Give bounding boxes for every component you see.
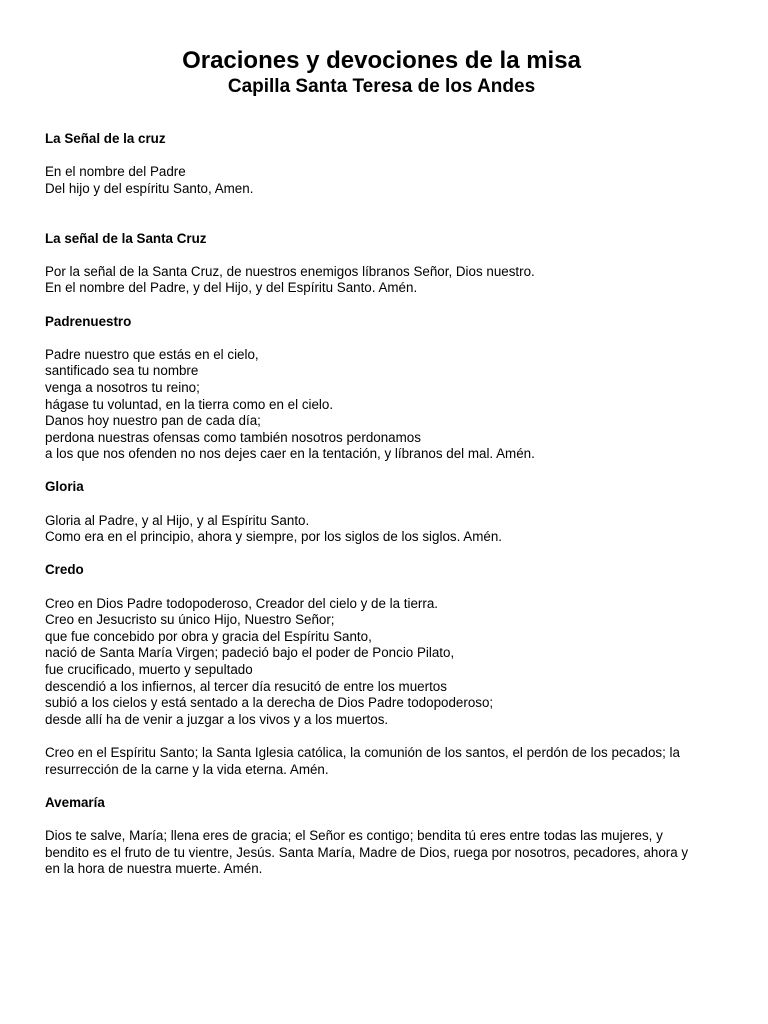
prayer-line: resurrección de la carne y la vida eterna. Amén. [45,761,329,777]
section-padrenuestro [45,314,718,463]
prayer-text [45,828,718,878]
document-subtitle: Capilla Santa Teresa de los Andes [227,76,536,97]
prayer-line: que fue concebido por obra y gracia del Espíritu Santo, [45,628,372,644]
prayer-line: Creo en Dios Padre todopoderoso, Creador del cielo y de la tierra. [45,595,439,611]
prayer-line: Dios te salve, María; llena eres de gracia; el Señor es contigo; bendita tú eres entre todas las mujeres, y [45,827,663,843]
section-heading: Avemaría [45,794,105,810]
prayer-line: Del hijo y del espíritu Santo, Amen. [45,180,254,196]
prayer-line: Danos hoy nuestro pan de cada día; [45,413,261,429]
section-heading: Padrenuestro [45,313,132,329]
prayer-line: bendito es el fruto de tu vientre, Jesús. Santa María, Madre de Dios, ruega por nosotros, pecadores, ahora y [45,844,689,860]
section-gloria [45,479,718,545]
prayer-line: En el nombre del Padre [45,164,186,180]
prayer-line: descendió a los infiernos, al tercer día resucitó de entre los muertos [45,678,447,694]
prayer-line: hágase tu voluntad, en la tierra como en el cielo. [45,396,334,412]
prayer-line: nació de Santa María Virgen; padeció bajo el poder de Poncio Pilato, [45,645,455,661]
prayer-line: Por la señal de la Santa Cruz, de nuestros enemigos líbranos Señor, Dios nuestro. [45,263,535,279]
prayer-text [45,745,718,778]
prayer-line: Padre nuestro que estás en el cielo, [45,346,259,362]
prayer-text [45,164,718,197]
prayer-line: a los que nos ofenden no nos dejes caer en la tentación, y líbranos del mal. Amén. [45,446,535,462]
section-senal-de-la-cruz [45,131,718,231]
prayer-line: Gloria al Padre, y al Hijo, y al Espíritu Santo. [45,512,310,528]
prayer-line: fue crucificado, muerto y sepultado [45,662,253,677]
section-heading: La Señal de la cruz [45,131,166,146]
prayer-text [45,596,718,729]
prayer-line: En el nombre del Padre, y del Hijo, y del Espíritu Santo. Amén. [45,280,418,296]
prayer-line: en la hora de nuestra muerte. Amén. [45,861,263,877]
prayer-line: Creo en el Espíritu Santo; la Santa Iglesia católica, la comunión de los santos, el perdón de los pecados; la [45,744,680,760]
section-senal-de-la-santa-cruz [45,231,718,297]
section-heading: Credo [45,562,84,578]
document-title: Oraciones y devociones de la misa [182,47,581,74]
prayer-line: santificado sea tu nombre [45,363,199,379]
prayer-line: perdona nuestras ofensas como también nosotros perdonamos [45,429,421,445]
section-heading: La señal de la Santa Cruz [45,230,207,246]
section-avemaria [45,795,718,878]
prayer-line: Creo en Jesucristo su único Hijo, Nuestro Señor; [45,612,335,628]
prayer-text [45,513,718,546]
prayer-line: desde allí ha de venir a juzgar a los vivos y a los muertos. [45,711,389,727]
prayer-line: venga a nosotros tu reino; [45,379,200,395]
prayer-line: subió a los cielos y está sentado a la derecha de Dios Padre todopoderoso; [45,695,494,711]
section-credo [45,562,718,778]
spacer [45,214,718,231]
prayer-text [45,347,718,463]
section-heading: Gloria [45,479,84,495]
prayer-text [45,264,718,297]
prayer-line: Como era en el principio, ahora y siempre, por los siglos de los siglos. Amén. [45,529,502,545]
